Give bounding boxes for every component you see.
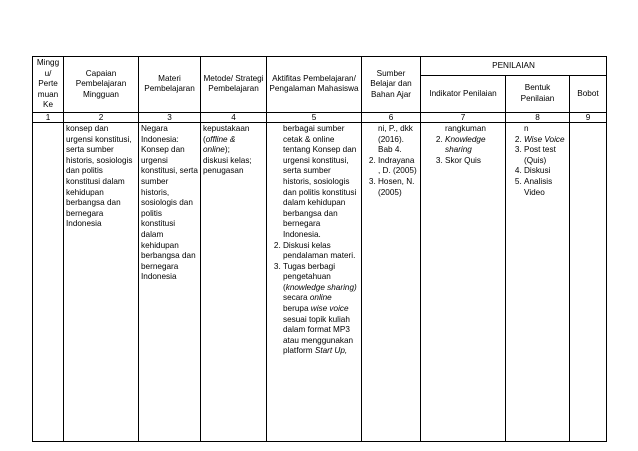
column-number: 7 — [421, 112, 506, 122]
metode-penugasan: penugasan — [203, 166, 244, 176]
bentuk-intro: n — [524, 123, 529, 133]
bentuk-list — [508, 135, 567, 199]
bentuk-item-3: 3. Post test (Quis) — [524, 145, 567, 166]
header-bentuk: Bentuk Penilaian — [506, 75, 570, 112]
column-number: 4 — [201, 112, 267, 122]
indikator-item-2 — [445, 135, 503, 156]
bentuk-wise-voice: Wise Voice — [524, 134, 565, 144]
aktifitas-item-3-online: online — [309, 293, 332, 303]
cell-capaian: konsep dan urgensi konstitusi, serta sumber historis, sosiologis dan politis konstitusi dalam kehidupan berbangsa dan bernegara Indonesia — [64, 122, 139, 441]
column-number-row — [33, 112, 607, 122]
column-number: 2 — [64, 112, 139, 122]
cell-aktifitas — [267, 122, 362, 441]
aktifitas-item-3-text-c: secara — [283, 293, 310, 303]
aktifitas-item-3-text-g: sesuai topik kuliah dalam format MP3 atau menggunakan platform — [283, 314, 354, 356]
aktifitas-item-2: 2. Diskusi kelas pendalaman materi. — [283, 241, 359, 262]
metode-paren-open: ( — [203, 134, 206, 144]
column-number: 5 — [267, 112, 362, 122]
aktifitas-item-3-text-a: Tugas berbagi pengetahuan ( — [283, 261, 336, 292]
cell-materi: Negara Indonesia: Konsep dan urgensi konstitusi, serta sumber historis, sosiologis dan politis konstitusi dalam kehidupan berbangsa dan bernegara Indonesia — [139, 122, 201, 441]
column-number: 3 — [139, 112, 201, 122]
aktifitas-item-3-wise-voice: wise voice — [310, 304, 349, 314]
indikator-list — [423, 135, 503, 167]
column-number: 6 — [362, 112, 421, 122]
header-aktifitas: Aktifitas Pembelajaran/ Pengalaman Mahasiswa — [267, 57, 362, 113]
column-number: 1 — [33, 112, 64, 122]
sumber-list — [364, 156, 418, 198]
indikator-intro: rangkuman — [445, 123, 486, 133]
header-indikator: Indikator Penilaian — [421, 75, 506, 112]
column-number: 9 — [570, 112, 607, 122]
aktifitas-item-3-text-e: berupa — [283, 304, 311, 314]
metode-line1: kepustakaan — [203, 123, 250, 133]
header-sumber: Sumber Belajar dan Bahan Ajar — [362, 57, 421, 113]
metode-offline: offline & — [205, 134, 236, 144]
metode-online: online — [203, 145, 225, 155]
sumber-item-2: 2. Indrayana , D. (2005) — [378, 156, 418, 177]
rps-table — [32, 56, 607, 442]
cell-sumber — [362, 122, 421, 441]
aktifitas-item-3-start-up: Start Up, — [314, 346, 348, 356]
aktifitas-list — [269, 241, 359, 358]
aktifitas-item-3 — [283, 262, 359, 357]
cell-indikator — [421, 122, 506, 441]
header-metode: Metode/ Strategi Pembelajaran — [201, 57, 267, 113]
cell-bentuk — [506, 122, 570, 441]
sumber-intro: ni, P., dkk (2016). Bab 4. — [378, 123, 413, 155]
bentuk-item-4: 4. Diskusi — [524, 166, 567, 177]
aktifitas-item-3-knowledge-sharing: knowledge sharing) — [285, 282, 357, 292]
header-bobot: Bobot — [570, 75, 607, 112]
indikator-item-3: 3. Skor Quis — [445, 156, 503, 167]
header-penilaian: PENILAIAN — [421, 57, 607, 76]
bentuk-item-2 — [524, 135, 567, 146]
column-number: 8 — [506, 112, 570, 122]
indikator-knowledge-sharing: Knowledge sharing — [445, 134, 486, 155]
cell-metode — [201, 122, 267, 441]
metode-paren-close: ); — [224, 145, 230, 155]
bentuk-item-5: 5. Analisis Video — [524, 177, 567, 198]
header-minggu: Mingg u/ Perte muan Ke — [33, 57, 64, 113]
table-row — [33, 122, 607, 441]
cell-bobot — [570, 122, 607, 441]
header-row — [33, 57, 607, 76]
header-capaian: Capaian Pembelajaran Mingguan — [64, 57, 139, 113]
aktifitas-intro: berbagai sumber cetak & online tentang Konsep dan urgensi konstitusi, serta sumber historis, sosiologis dan politis konstitusi dalam kehidupan berbangsa dan bernegara Indonesia. — [283, 123, 357, 239]
cell-minggu — [33, 122, 64, 441]
metode-diskusi: diskusi kelas; — [203, 155, 252, 165]
header-materi: Materi Pembelajaran — [139, 57, 201, 113]
sumber-item-3: 3. Hosen, N. (2005) — [378, 177, 418, 198]
